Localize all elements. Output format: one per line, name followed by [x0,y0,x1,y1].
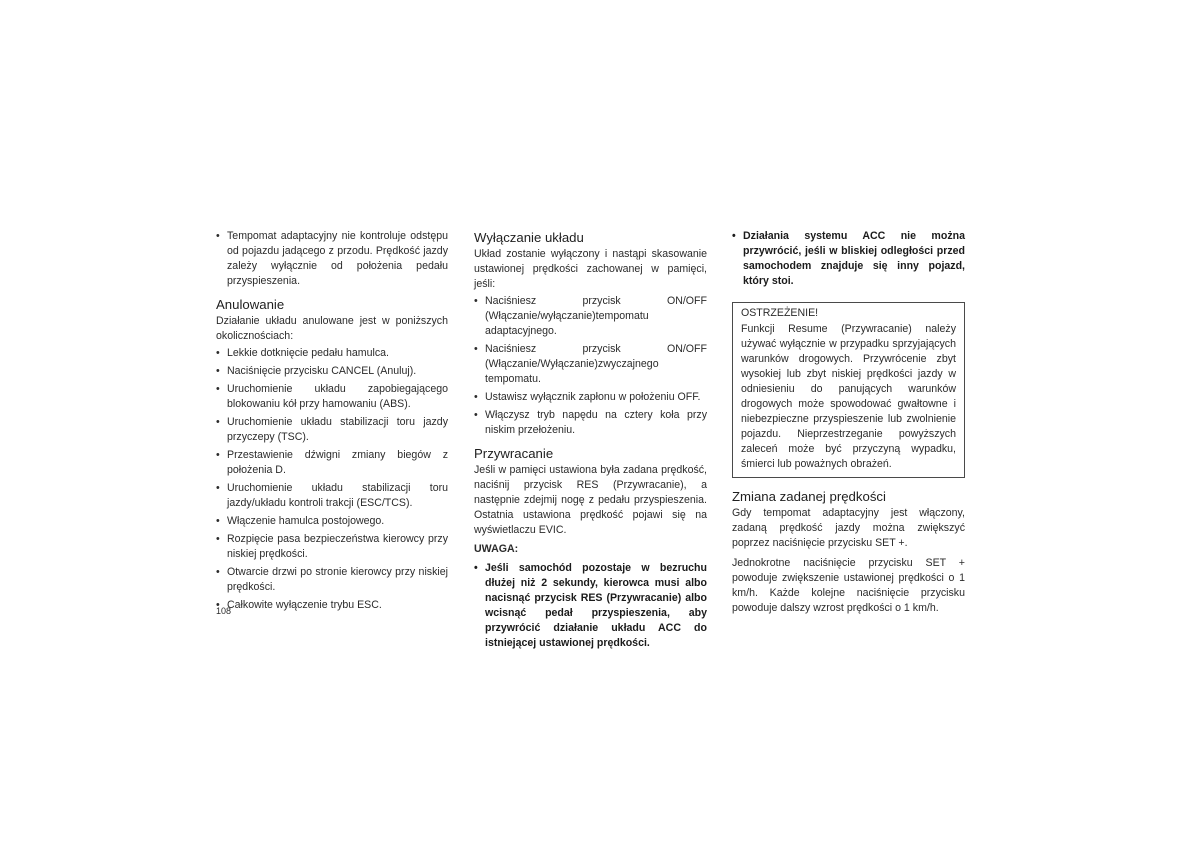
section-heading-przywracanie: Przywracanie [474,446,554,461]
section-heading-wylaczanie: Wyłączanie układu [474,230,584,245]
wylaczanie-list [474,294,707,438]
note-label: UWAGA: [474,543,519,555]
list-item: • Włączysz tryb napędu na cztery koła przy niskim przełożeniu. [474,408,707,438]
warning-text: Funkcji Resume (Przywracanie) należy używać wyłącznie w przypadku sprzyjających warunków drogowych. Przywrócenie zbyt wysokiej lub zbyt niskiej prędkości jazdy w odniesieniu do panujących warunków drogowych może spowodować gwałtowne i niebezpieczne przyspieszenie lub zwolnienie pojazdu. Nieprzestrzeganie powyższych zaleceń może być przyczyną wypadku, śmierci lub poważnych obrażeń. [741,323,956,470]
list-item: • Uruchomienie układu zapobiegającego blokowaniu kół przy hamowaniu (ABS). [216,382,448,412]
list-item: • Działania systemu ACC nie można przywrócić, jeśli w bliskiej odległości przed samochodem znajduje się inny pojazd, który stoi. [732,229,965,289]
list-item: • Całkowite wyłączenie trybu ESC. [216,598,448,613]
zmiana-paragraph-2: Jednokrotne naciśnięcie przycisku SET + powoduje zwiększenie ustawionej prędkości o 1 km/h. Każde kolejne naciśnięcie przycisku powoduje dalszy wzrost prędkości o 1 km/h. [732,557,965,614]
list-item: • Uruchomienie układu stabilizacji toru jazdy przyczepy (TSC). [216,415,448,445]
note-list [474,561,707,651]
section-heading-anulowanie: Anulowanie [216,297,285,312]
anulowanie-list [216,346,448,613]
page-number: 108 [216,606,232,616]
wylaczanie-intro: Układ zostanie wyłączony i nastąpi skasowanie ustawionej prędkości zachowanej w pamięci, jeśli: [474,248,707,290]
list-item: • Naciśniesz przycisk ON/OFF (Włączanie/Wyłączanie)zwyczajnego tempomatu. [474,342,707,387]
list-item: • Przestawienie dźwigni zmiany biegów z położenia D. [216,448,448,478]
anulowanie-intro: Działanie układu anulowane jest w poniższych okolicznościach: [216,315,448,342]
list-item: • Lekkie dotknięcie pedału hamulca. [216,346,448,361]
list-item: • Tempomat adaptacyjny nie kontroluje odstępu od pojazdu jadącego z przodu. Prędkość jazdy zależy wyłącznie od położenia pedału przyspieszenia. [216,229,448,289]
list-item: • Ustawisz wyłącznik zapłonu w położeniu OFF. [474,390,707,405]
intro-list [216,229,448,289]
zmiana-paragraph-1: Gdy tempomat adaptacyjny jest włączony, zadaną prędkość jazdy można zwiększyć poprzez naciśnięcie przycisku SET +. [732,507,965,549]
przywracanie-text: Jeśli w pamięci ustawiona była zadana prędkość, naciśnij przycisk RES (Przywracanie), a następnie zdejmij nogę z pedału przyspieszenia. Ostatnia ustawiona prędkość pojawi się na wyświetlaczu EVIC. [474,464,707,536]
list-item: • Włączenie hamulca postojowego. [216,514,448,529]
list-item: • Uruchomienie układu stabilizacji toru jazdy/układu kontroli trakcji (ESC/TCS). [216,481,448,511]
list-item: • Naciśnięcie przycisku CANCEL (Anuluj). [216,364,448,379]
list-item: • Rozpięcie pasa bezpieczeństwa kierowcy przy niskiej prędkości. [216,532,448,562]
column-left [216,229,448,616]
list-item: • Otwarcie drzwi po stronie kierowcy przy niskiej prędkości. [216,565,448,595]
column-right [732,229,965,618]
column-middle [474,229,707,654]
list-item: • Jeśli samochód pozostaje w bezruchu dłużej niż 2 sekundy, kierowca musi albo nacisnąć przycisk RES (Przywracanie) albo wcisnąć pedał przyspieszenia, aby przywrócić działanie układu ACC do istniejącej ustawionej prędkości. [474,561,707,651]
acc-note-list [732,229,965,289]
warning-box [732,302,965,478]
warning-title: OSTRZEŻENIE! [741,307,819,319]
list-item: • Naciśniesz przycisk ON/OFF (Włączanie/wyłączanie)tempomatu adaptacyjnego. [474,294,707,339]
section-heading-zmiana: Zmiana zadanej prędkości [732,489,886,504]
